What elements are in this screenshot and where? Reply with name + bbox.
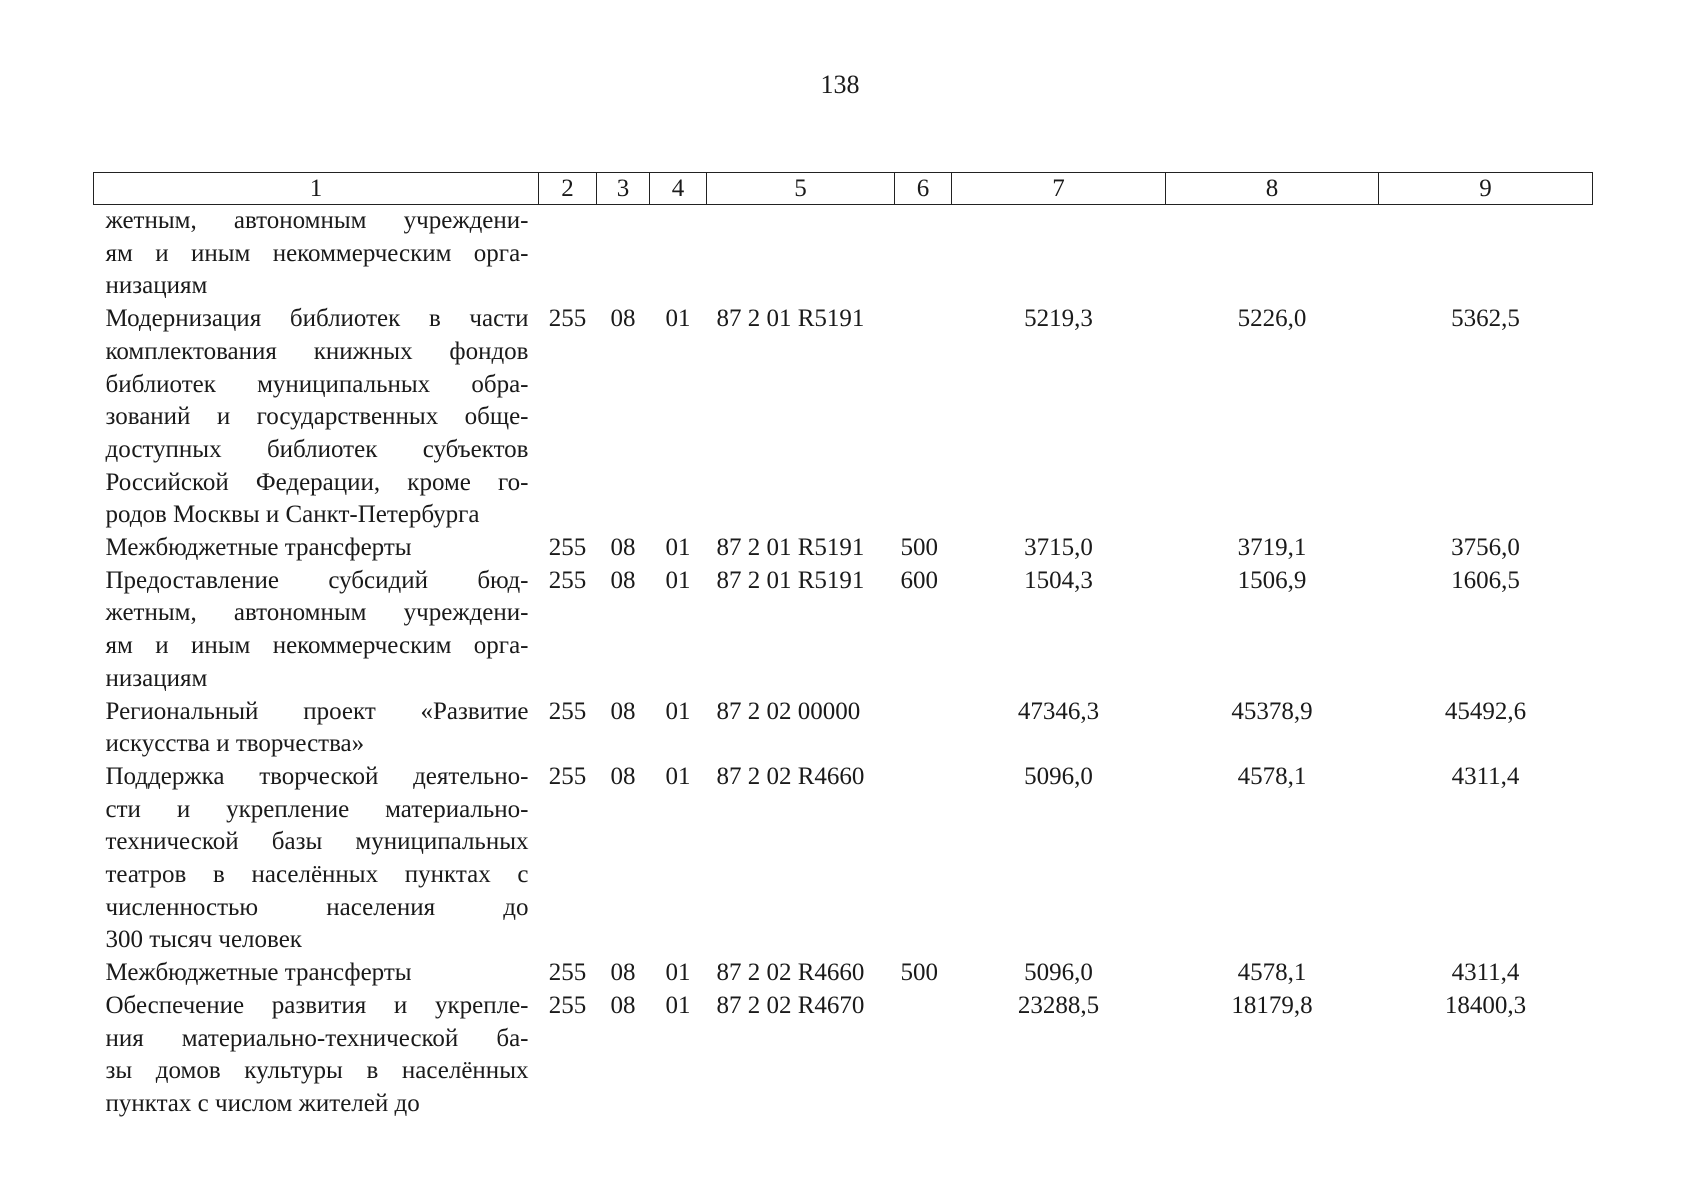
expense-type-code: 500 [900, 534, 938, 562]
row-name-line: театров в населённых пунктах с [105, 861, 529, 889]
table-row [94, 303, 1593, 532]
column-header-9: 9 [1379, 173, 1593, 205]
amount-year-3: 4311,4 [1451, 959, 1520, 987]
row-name [94, 205, 539, 304]
section-code: 08 [610, 991, 636, 1019]
row-name-line: ям и иным некоммерческим орга- [105, 632, 529, 660]
amount-year-1: 5096,0 [1024, 762, 1093, 790]
target-article-code: 87 2 02 00000 [716, 697, 861, 725]
amount-year-3: 5362,5 [1451, 305, 1520, 333]
row-name-line: жетным, автономным учреждени- [105, 599, 529, 627]
amount-year-1: 5096,0 [1024, 959, 1093, 987]
row-name-line: Модернизация библиотек в части [105, 305, 529, 333]
section-code: 08 [610, 566, 636, 594]
row-name-line: технической базы муниципальных [105, 828, 529, 856]
amount-year-2 [1166, 205, 1379, 304]
grbs-code [539, 205, 597, 304]
row-name-line: сти и укрепление материально- [105, 795, 529, 823]
row-name-line: Межбюджетные трансферты [105, 534, 412, 562]
column-header-1: 1 [94, 173, 539, 205]
row-name-line: Региональный проект «Развитие [105, 697, 529, 725]
column-header-7: 7 [952, 173, 1166, 205]
section-code: 08 [610, 762, 636, 790]
row-name [94, 565, 539, 696]
amount-year-2: 4578,1 [1237, 959, 1307, 987]
grbs-code: 255 [548, 697, 587, 725]
amount-year-1: 47346,3 [1017, 697, 1100, 725]
amount-year-2: 18179,8 [1231, 991, 1313, 1019]
subsection-code: 01 [665, 534, 691, 562]
row-name-line: ям и иным некоммерческим орга- [105, 239, 529, 267]
row-name [94, 990, 539, 1121]
expense-type-code [895, 303, 952, 532]
row-name [94, 532, 539, 565]
amount-year-1: 23288,5 [1017, 991, 1100, 1019]
section-code: 08 [610, 534, 636, 562]
subsection-code: 01 [665, 566, 691, 594]
row-name [94, 303, 539, 532]
row-name-line: 300 тысяч человек [105, 926, 302, 954]
amount-year-2: 1506,9 [1237, 566, 1307, 594]
row-name-line: зы домов культуры в населённых [105, 1057, 529, 1085]
row-name-line: родов Москвы и Санкт-Петербурга [105, 501, 480, 529]
section-code: 08 [610, 697, 636, 725]
expense-type-code: 600 [900, 566, 938, 594]
column-header-5: 5 [707, 173, 895, 205]
row-name [94, 957, 539, 990]
subsection-code: 01 [665, 305, 691, 333]
target-article-code: 87 2 01 R5191 [716, 534, 865, 562]
expense-type-code [895, 205, 952, 304]
row-name-line: жетным, автономным учреждени- [105, 207, 529, 234]
target-article-code: 87 2 02 R4660 [716, 762, 865, 790]
amount-year-1: 5219,3 [1024, 305, 1093, 333]
amount-year-3: 3756,0 [1451, 534, 1520, 562]
target-article-code: 87 2 01 R5191 [716, 566, 865, 594]
row-name-line: доступных библиотек субъектов [105, 435, 529, 463]
table-header [94, 173, 1593, 205]
amount-year-2: 4578,1 [1237, 762, 1307, 790]
subsection-code [650, 205, 707, 304]
grbs-code: 255 [548, 534, 587, 562]
target-article-code [707, 205, 895, 304]
amount-year-2: 45378,9 [1231, 697, 1313, 725]
section-code: 08 [610, 305, 636, 333]
amount-year-2: 5226,0 [1237, 305, 1307, 333]
row-name-line: Предоставление субсидий бюд- [105, 566, 529, 594]
expense-type-code [895, 990, 952, 1121]
row-name-line: численностью населения до [105, 893, 529, 921]
column-header-8: 8 [1166, 173, 1379, 205]
table-row [94, 761, 1593, 957]
row-name [94, 696, 539, 761]
amount-year-3: 45492,6 [1444, 697, 1527, 725]
column-header-3: 3 [597, 173, 650, 205]
target-article-code: 87 2 01 R5191 [716, 305, 865, 333]
row-name-line: Межбюджетные трансферты [105, 959, 412, 987]
row-name-line: ния материально-технической ба- [105, 1024, 529, 1052]
table-row [94, 565, 1593, 696]
target-article-code: 87 2 02 R4670 [716, 991, 865, 1019]
row-name-line: низациям [105, 664, 208, 692]
row-name-line: Поддержка творческой деятельно- [105, 762, 529, 790]
row-name-line: пунктах с числом жителей до [105, 1089, 420, 1117]
column-header-4: 4 [650, 173, 707, 205]
table-row [94, 205, 1593, 304]
subsection-code: 01 [665, 697, 691, 725]
column-header-6: 6 [895, 173, 952, 205]
row-name-line: Обеспечение развития и укрепле- [105, 991, 529, 1019]
row-name-line: комплектования книжных фондов [105, 337, 529, 365]
row-name-line: библиотек муниципальных обра- [105, 370, 529, 398]
amount-year-3: 4311,4 [1451, 762, 1520, 790]
grbs-code: 255 [548, 305, 587, 333]
grbs-code: 255 [548, 566, 587, 594]
amount-year-3: 18400,3 [1444, 991, 1527, 1019]
amount-year-3 [1379, 205, 1593, 304]
target-article-code: 87 2 02 R4660 [716, 959, 865, 987]
row-name-line: искусства и творчества» [105, 730, 365, 758]
expense-type-code: 500 [900, 959, 938, 987]
expense-type-code [895, 696, 952, 761]
subsection-code: 01 [665, 762, 691, 790]
page-number: 138 [820, 70, 860, 99]
subsection-code: 01 [665, 959, 691, 987]
budget-table [93, 172, 1593, 1121]
table-row [94, 957, 1593, 990]
table-row [94, 696, 1593, 761]
section-code: 08 [610, 959, 636, 987]
expense-type-code [895, 761, 952, 957]
column-header-2: 2 [539, 173, 597, 205]
amount-year-1: 1504,3 [1024, 566, 1093, 594]
amount-year-2: 3719,1 [1237, 534, 1307, 562]
row-name-line: низациям [105, 272, 208, 300]
grbs-code: 255 [548, 762, 587, 790]
section-code [597, 205, 650, 304]
grbs-code: 255 [548, 991, 587, 1019]
amount-year-1 [952, 205, 1166, 304]
amount-year-3: 1606,5 [1451, 566, 1520, 594]
row-name-line: Российской Федерации, кроме го- [105, 468, 529, 496]
amount-year-1: 3715,0 [1024, 534, 1093, 562]
table-row [94, 990, 1593, 1121]
table-row [94, 532, 1593, 565]
grbs-code: 255 [548, 959, 587, 987]
row-name-line: зований и государственных обще- [105, 403, 529, 431]
table-body [94, 205, 1593, 1121]
subsection-code: 01 [665, 991, 691, 1019]
row-name [94, 761, 539, 957]
